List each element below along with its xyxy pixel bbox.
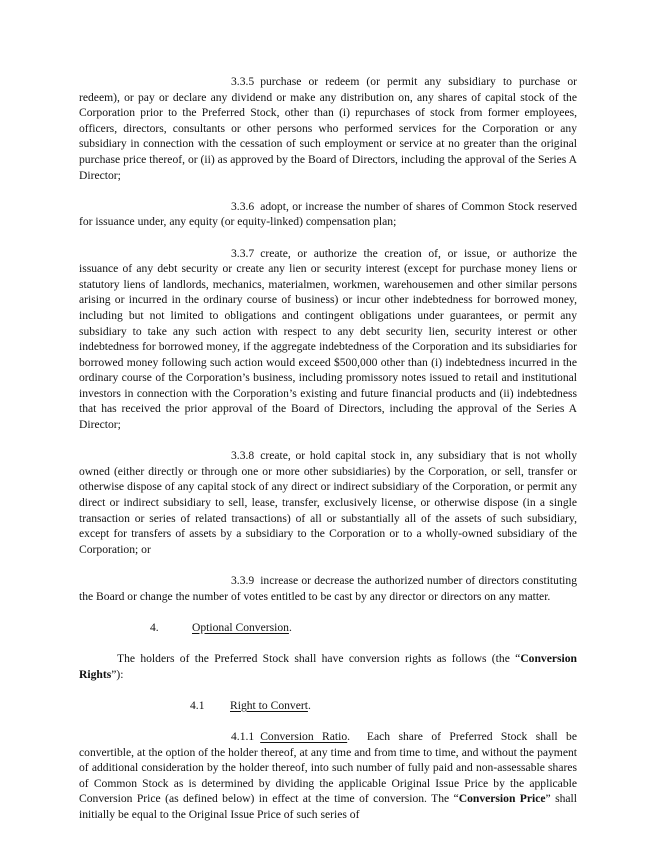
clause-text-continued: ” shall initially be equal to the Original Issue Price of such series of [79,792,577,821]
clause-3-3-5 [79,74,577,183]
section-title: Optional Conversion [192,620,289,634]
defined-term-conversion-rights: Conversion Rights [79,651,577,681]
clause-3-3-7 [79,246,577,433]
clause-number: 3.3.6 [231,199,255,213]
clause-3-3-6 [79,199,577,230]
clause-text: create, or hold capital stock in, any subsidiary that is not wholly owned (either directly or through one or more other subsidiaries) by the Corporation, or sell, transfer or otherwise dispose of any capital stock of any direct or indirect subsidiary of the Corporation, or permit any direct or indirect subsidiary to sell, lease, transfer, exclusively license, or otherwise dispose (in a single transaction or series of related transactions) of all or substantially all of the assets of such subsidiary, except for transfers of assets by a subsidiary to the Corporation or to a wholly-owned subsidiary of the Corporation; or [79,449,577,556]
clause-text: purchase or redeem (or permit any subsidiary to purchase or redeem), or pay or declare any dividend or make any distribution on, any shares of capital stock of the Corporation prior to the Preferred Stock, other than (i) repurchases of stock from former employees, officers, directors, consultants or other persons who performed services for the Corporation or any subsidiary in connection with the cessation of such employment or service at no greater than the original purchase price thereof, or (ii) as approved by the Board of Directors, including the approval of the Series A Director; [79,75,577,182]
section-4-1-heading [79,698,577,714]
clause-text: adopt, or increase the number of shares of Common Stock reserved for issuance under, any equity (or equity-linked) compensation plan; [79,199,577,229]
clause-number: 3.3.5 [231,75,255,88]
section-number: 4. [150,620,159,634]
clause-number: 3.3.8 [231,449,255,463]
defined-term-conversion-price: Conversion Price [458,792,546,806]
section-title-period: . [307,698,311,712]
intro-text-start: The holders of the Preferred Stock shall have conversion rights as follows (the “ [117,651,521,665]
clause-number: 3.3.7 [231,246,255,260]
clause-number: 4.1.1 [231,729,255,743]
clause-3-3-9 [79,573,577,604]
clause-title: Conversion Ratio [260,729,348,743]
conversion-rights-intro [79,651,577,682]
clause-title-period: . [347,729,351,743]
clause-text: create, or authorize the creation of, or issue, or authorize the issuance of any debt security or create any lien or security interest (except for purchase money liens or statutory liens of landlords, mechanics, materialmen, workmen, warehousemen and other similar persons arising or incurred in the ordinary course of business) or incur other indebtedness for borrowed money, including but not limited to obligations and contingent obligations under guarantees, or permit any subsidiary to take any such action with respect to any debt security lien, security interest or other indebtedness for borrowed money, if the aggregate indebtedness of the Corporation and its subsidiaries for borrowed money following such action would exceed $500,000 other than (i) indebtedness incurred in the ordinary course of the Corporation’s business, including promissory notes issued to retail and institutional investors in connection with the Corporation’s existing and future financial products and (ii) indebtedness that has received the prior approval of the Board of Directors, including the approval of the Series A Director; [79,246,577,432]
section-4-heading [79,620,577,636]
clause-text: increase or decrease the authorized number of directors constituting the Board or change the number of votes entitled to be cast by any director or directors on any matter. [79,574,577,603]
section-number: 4.1 [190,698,205,712]
clause-3-3-8 [79,448,577,557]
clause-number: 3.3.9 [231,574,255,587]
document-page [79,74,577,823]
section-title: Right to Convert [230,698,308,712]
section-title-period: . [288,620,292,634]
clause-4-1-1 [79,729,577,823]
clause-text: Each share of Preferred Stock shall be convertible, at the option of the holder thereof, at any time and from time to time, and without the payment of additional consideration by the holder thereof, into such number of fully paid and non-assessable shares of Common Stock as is determined by dividing the applicable Original Issue Price by the applicable Conversion Price (as defined below) in effect at the time of conversion. The “ [79,729,577,806]
intro-text-end: ”): [111,667,124,681]
